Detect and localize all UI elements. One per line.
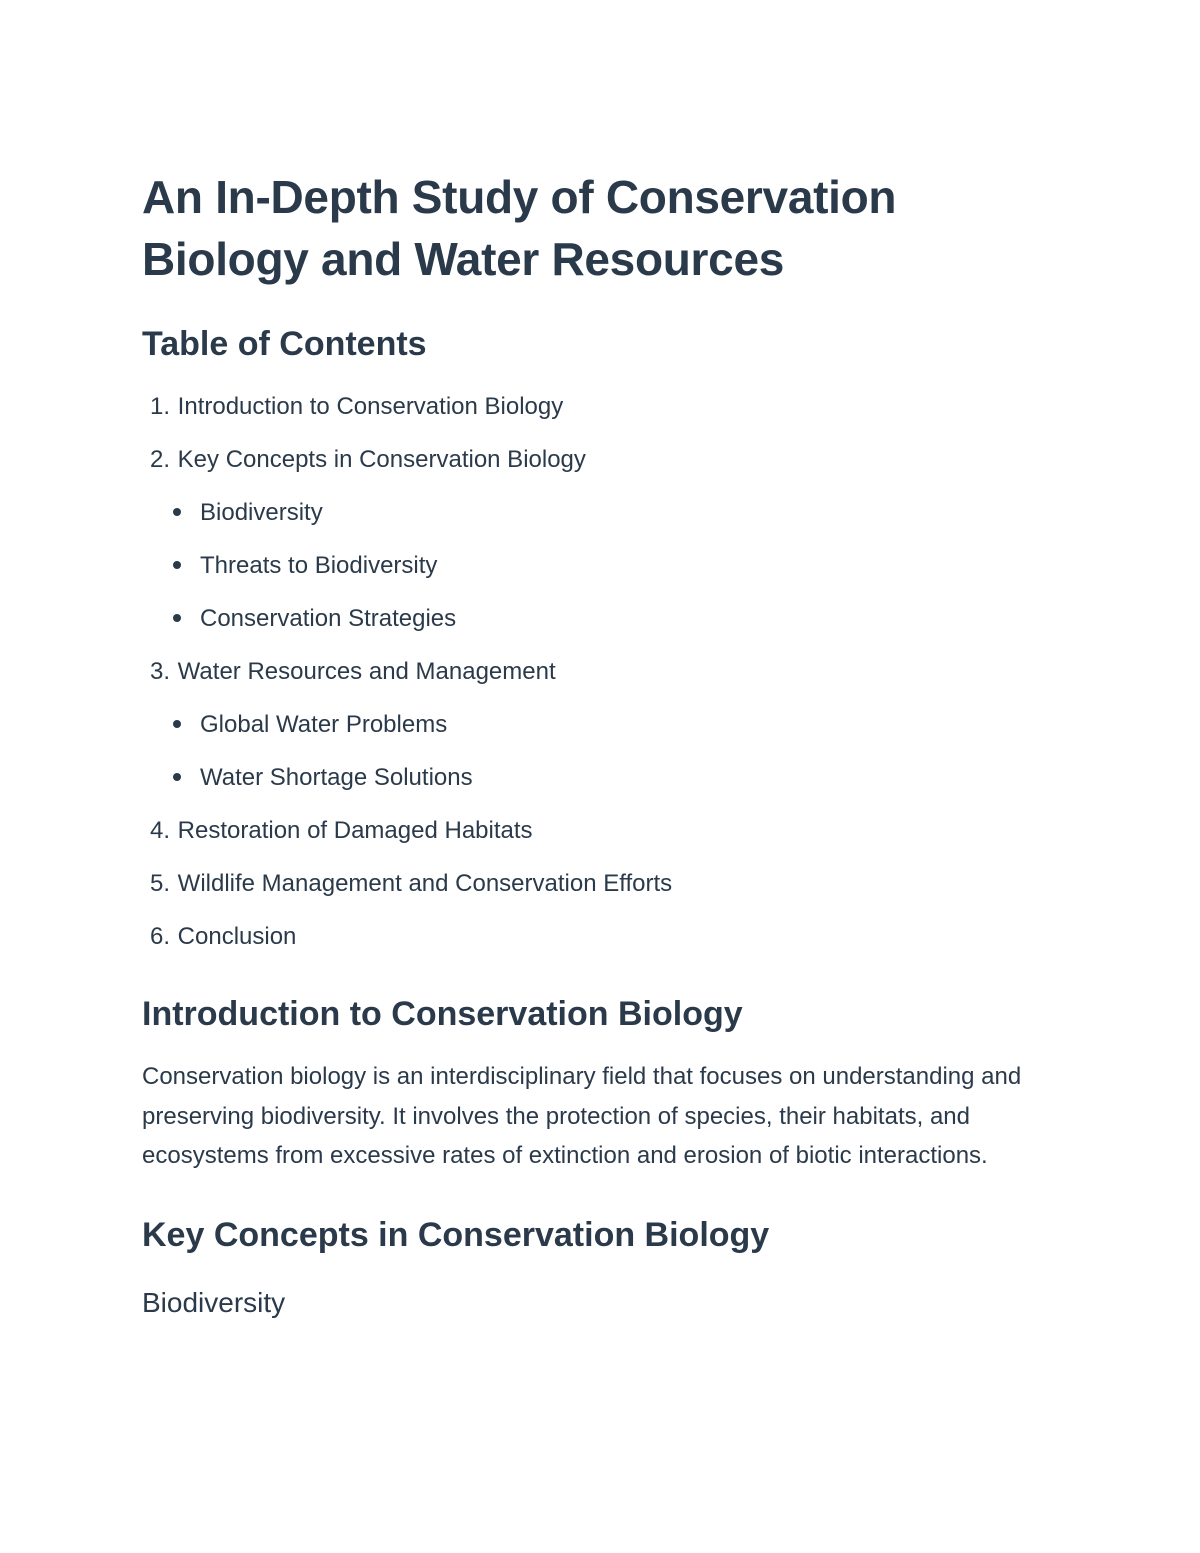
toc-label: Introduction to Conservation Biology [177, 393, 564, 420]
section-heading-introduction: Introduction to Conservation Biology [142, 995, 743, 1033]
toc-subitem-global-water[interactable] [142, 710, 1072, 763]
toc-item-introduction[interactable] [142, 392, 1072, 445]
document-title [142, 166, 1072, 290]
toc-number: 4. [149, 817, 170, 844]
toc-item-water-resources[interactable] [142, 657, 1072, 710]
toc-label: Water Shortage Solutions [200, 764, 473, 791]
toc-subitem-biodiversity[interactable] [142, 498, 1072, 551]
section-body-introduction: Conservation biology is an interdisciplinary field that focuses on understanding and preserving biodiversity. It involves the protection of species, their habitats, and ecosystems from excessive rates of extinction and erosion of biotic interactions. [142, 1063, 1022, 1169]
toc-label: Conservation Strategies [200, 605, 457, 632]
table-of-contents [142, 392, 1072, 975]
document-page [142, 166, 1072, 1320]
toc-label: Wildlife Management and Conservation Efforts [177, 870, 673, 897]
section-heading-key-concepts: Key Concepts in Conservation Biology [142, 1215, 770, 1254]
bullet-icon [173, 614, 181, 622]
title-line-1: An In-Depth Study of Conservation [142, 171, 897, 223]
toc-label: Threats to Biodiversity [200, 552, 438, 579]
toc-item-key-concepts[interactable] [142, 445, 1072, 498]
toc-item-conclusion[interactable] [142, 922, 1072, 975]
toc-label: Global Water Problems [200, 711, 448, 738]
toc-number: 6. [149, 923, 170, 950]
toc-number: 2. [149, 446, 170, 473]
toc-number: 5. [149, 870, 170, 897]
toc-subitem-strategies[interactable] [142, 604, 1072, 657]
toc-subitem-water-shortage[interactable] [142, 763, 1072, 816]
toc-item-wildlife[interactable] [142, 869, 1072, 922]
bullet-icon [173, 508, 181, 516]
toc-label: Water Resources and Management [177, 658, 556, 685]
toc-number: 3. [149, 658, 170, 685]
toc-heading: Table of Contents [142, 325, 427, 363]
toc-label: Key Concepts in Conservation Biology [177, 446, 586, 473]
toc-label: Biodiversity [200, 499, 323, 526]
bullet-icon [173, 561, 181, 569]
toc-item-restoration[interactable] [142, 816, 1072, 869]
toc-number: 1. [149, 393, 170, 420]
bullet-icon [173, 720, 181, 728]
toc-label: Restoration of Damaged Habitats [177, 817, 533, 844]
toc-label: Conclusion [177, 923, 297, 950]
subsection-heading-biodiversity: Biodiversity [142, 1286, 286, 1318]
bullet-icon [173, 773, 181, 781]
toc-subitem-threats[interactable] [142, 551, 1072, 604]
title-line-2: Biology and Water Resources [142, 233, 785, 285]
